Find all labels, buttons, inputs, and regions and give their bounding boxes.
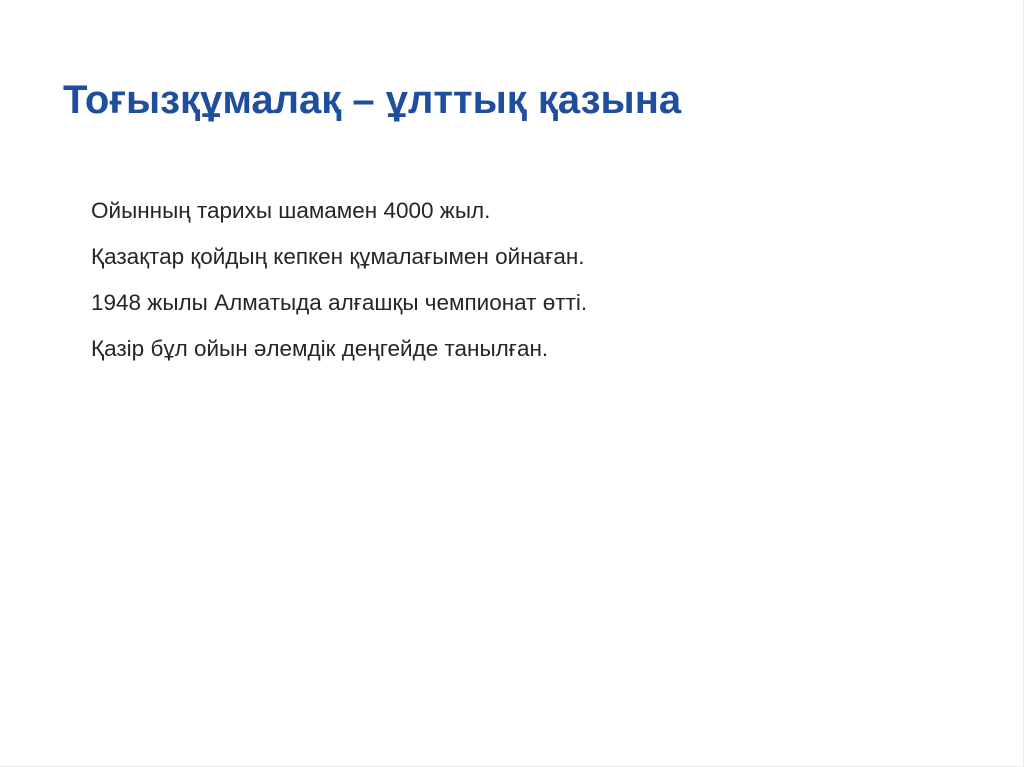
body-line-history: Ойынның тарихы шамамен 4000 жыл. <box>91 198 491 223</box>
slide-title: Тоғызқұмалақ – ұлттық қазына <box>63 78 682 122</box>
body-line-championship: 1948 жылы Алматыда алғашқы чемпионат өтті. <box>91 290 588 315</box>
slide-body <box>91 188 587 372</box>
body-line-recognition: Қазір бұл ойын әлемдік деңгейде танылған. <box>91 336 549 361</box>
body-line-kazakhs: Қазақтар қойдың кепкен құмалағымен ойнаған. <box>91 244 585 269</box>
